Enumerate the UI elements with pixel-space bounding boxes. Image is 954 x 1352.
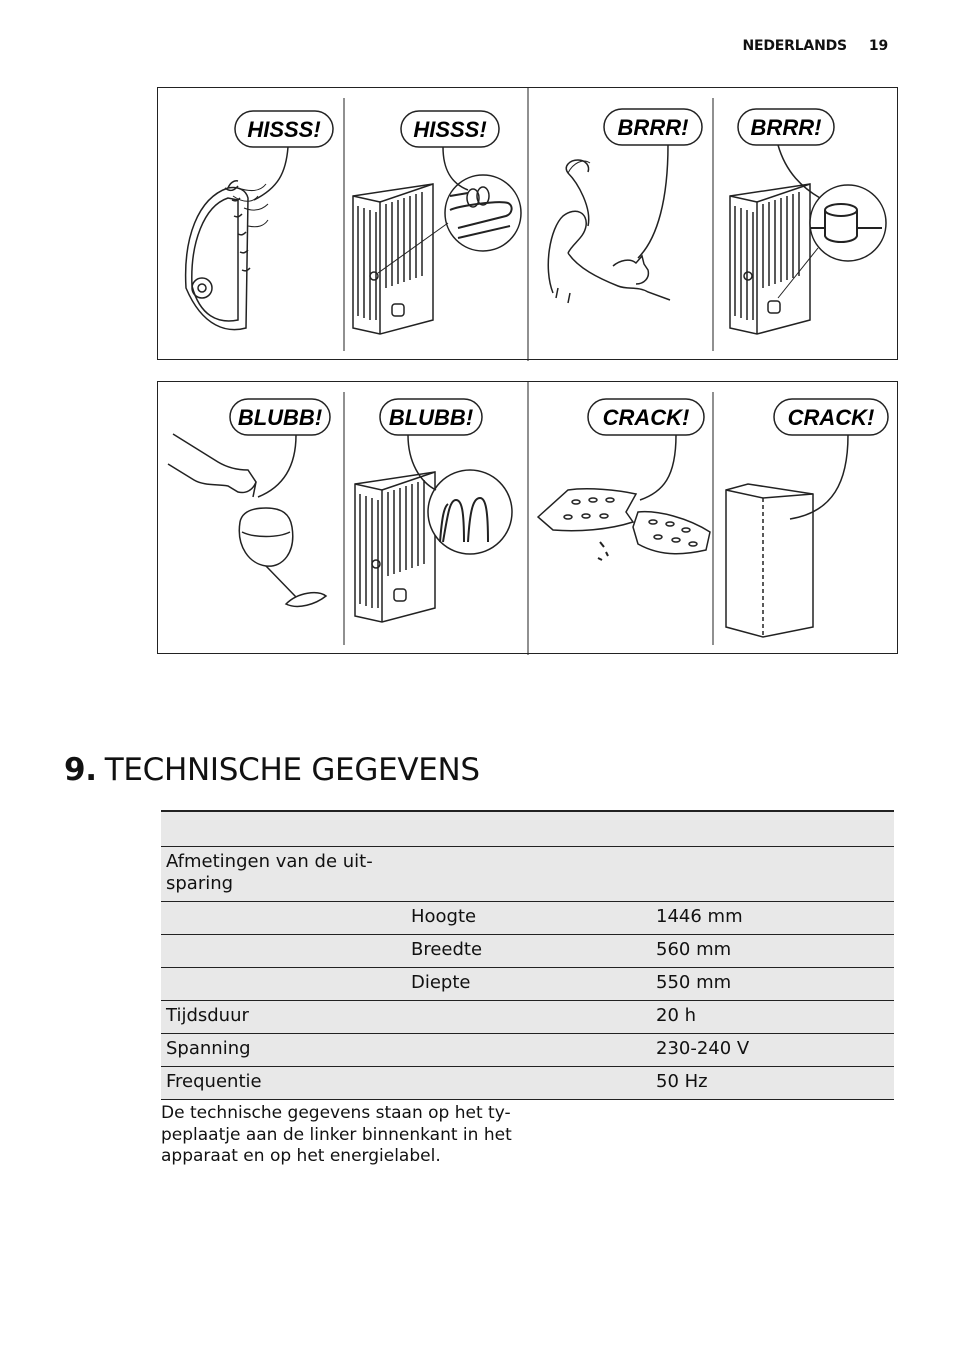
table-cell: 50 Hz (651, 1067, 894, 1100)
bubble-label-hisss-2: HISSS! (413, 117, 487, 142)
table-cell: 1446 mm (651, 902, 894, 935)
table-header-row (161, 811, 894, 847)
table-cell (161, 968, 406, 1001)
table-row (161, 1001, 894, 1034)
table-cell (161, 811, 406, 847)
speech-bubble-hisss-1 (235, 111, 333, 200)
page-header (742, 38, 888, 54)
sound-illustration-panel-top (157, 87, 898, 360)
bubble-label-crack-1: CRACK! (602, 405, 690, 430)
table-row (161, 1067, 894, 1100)
table-cell: 230-240 V (651, 1034, 894, 1067)
table-cell: Breedte (406, 935, 651, 968)
table-cell (161, 902, 406, 935)
section-heading (64, 752, 480, 788)
table-row (161, 935, 894, 968)
table-cell: Hoogte (406, 902, 651, 935)
table-cell (406, 1001, 651, 1034)
table-cell (406, 811, 651, 847)
table-row (161, 1034, 894, 1067)
fridge-drawing-3 (355, 472, 435, 622)
table-cell: 20 h (651, 1001, 894, 1034)
bubble-label-brrr-2: BRRR! (750, 115, 822, 140)
speech-bubble-crack-1 (588, 399, 704, 500)
table-cell (406, 847, 651, 902)
steam-iron-drawing (186, 181, 250, 330)
table-cell: Diepte (406, 968, 651, 1001)
speech-bubble-brrr-1 (604, 109, 702, 258)
sound-illustration-panel-bottom (157, 381, 898, 654)
fridge-drawing-1 (353, 184, 433, 334)
table-cell: Afmetingen van de uit- sparing (161, 847, 406, 902)
speech-bubble-brrr-2 (738, 109, 834, 198)
table-cell: 550 mm (651, 968, 894, 1001)
technical-data-table (161, 810, 894, 1100)
stretching-cat-drawing (548, 160, 670, 303)
wine-bottle-and-glass-drawing (168, 434, 326, 606)
fridge-drawing-2 (730, 184, 810, 334)
zoom-circle-2 (810, 185, 886, 261)
table-cell (406, 1067, 651, 1100)
table-cell (406, 1034, 651, 1067)
table-row (161, 902, 894, 935)
tall-fridge-drawing (726, 484, 813, 637)
table-cell: 560 mm (651, 935, 894, 968)
bubble-label-hisss-1: HISSS! (247, 117, 321, 142)
table-cell: Frequentie (161, 1067, 406, 1100)
illustration-row-2 (158, 382, 899, 655)
speech-bubble-crack-2 (774, 399, 888, 519)
bubble-label-blubb-1: BLUBB! (237, 405, 323, 430)
cracked-ice-tray-drawing (538, 489, 710, 554)
bubble-label-brrr-1: BRRR! (617, 115, 689, 140)
speech-bubble-blubb-1 (230, 399, 330, 497)
table-row (161, 847, 894, 902)
illustration-row-1 (158, 88, 899, 361)
section-title: TECHNISCHE GEGEVENS (104, 752, 480, 788)
table-cell: Spanning (161, 1034, 406, 1067)
bubble-label-blubb-2: BLUBB! (388, 405, 474, 430)
table-cell (651, 811, 894, 847)
table-cell (161, 935, 406, 968)
page-number: 19 (868, 38, 888, 54)
section-number: 9. (64, 752, 97, 788)
rating-plate-note: De technische gegevens staan op het ty- peplaatje aan de linker binnenkant in het apparaat en op het energielabel. (161, 1103, 512, 1166)
table-row (161, 968, 894, 1001)
header-language: NEDERLANDS (742, 38, 847, 54)
table-cell (651, 847, 894, 902)
table-cell: Tijdsduur (161, 1001, 406, 1034)
bubble-label-crack-2: CRACK! (787, 405, 875, 430)
